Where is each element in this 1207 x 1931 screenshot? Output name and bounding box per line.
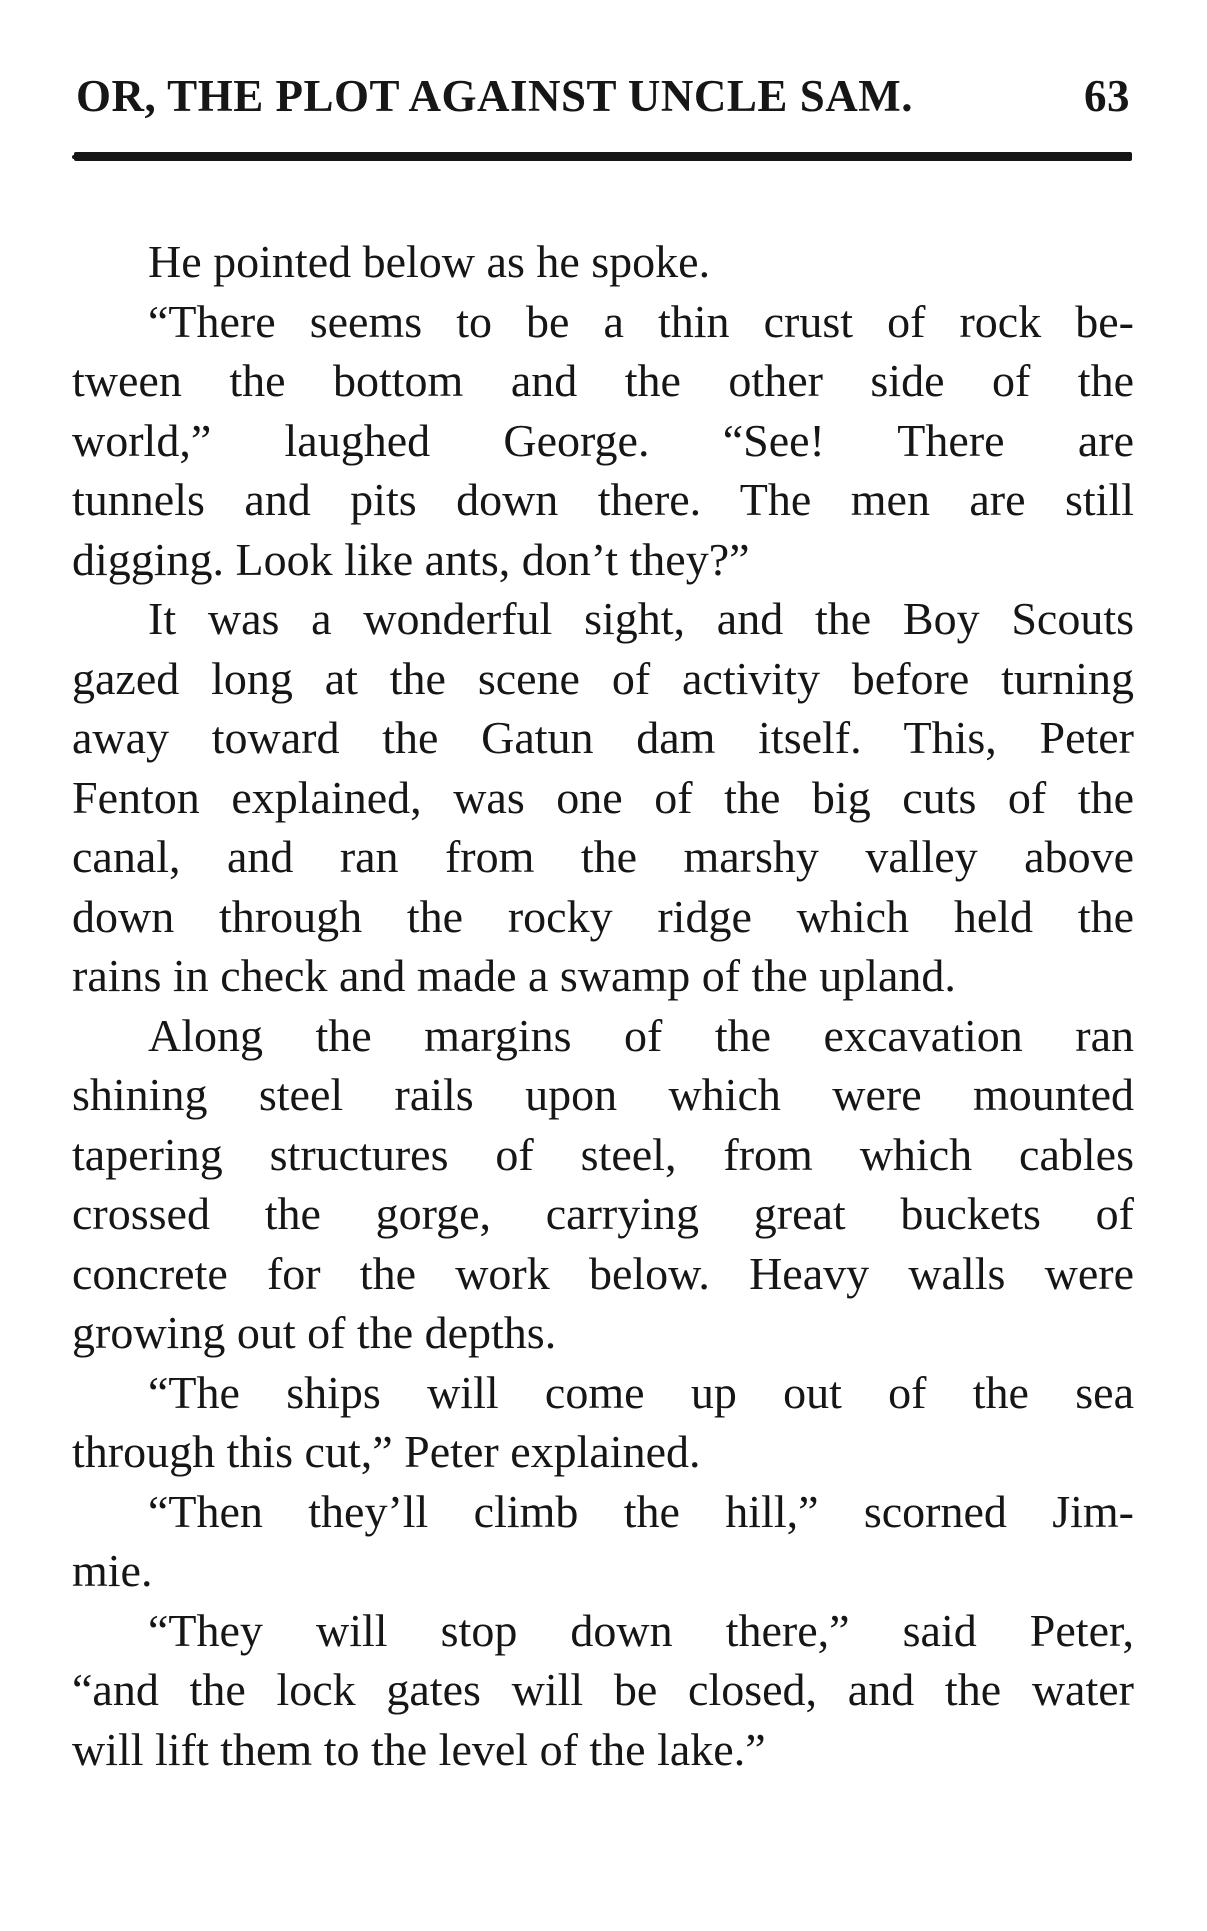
running-title: OR, THE PLOT AGAINST UNCLE SAM. — [76, 71, 913, 121]
text-line: tunnels and pits down there. The men are still — [72, 474, 1134, 525]
text-line: away toward the Gatun dam itself. This, Peter — [72, 712, 1134, 763]
text-line: Along the margins of the excavation ran — [148, 1009, 1134, 1061]
body-text — [72, 232, 1134, 1779]
text-line: concrete for the work below. Heavy walls were — [72, 1247, 1134, 1299]
page-number: 63 — [1084, 71, 1130, 121]
text-line: growing out of the depths. — [72, 1307, 557, 1358]
text-line: Fenton explained, was one of the big cuts of the — [72, 771, 1134, 823]
text-line: crossed the gorge, carrying great buckets of — [72, 1188, 1134, 1239]
text-line: “The ships will come up out of the sea — [148, 1366, 1134, 1418]
text-line: will lift them to the level of the lake.” — [72, 1723, 766, 1775]
text-line: rains in check and made a swamp of the upland. — [72, 950, 956, 1001]
text-line: “There seems to be a thin crust of rock be- — [148, 295, 1134, 347]
text-line: “Then they’ll climb the hill,” scorned Jim- — [148, 1485, 1134, 1537]
running-head — [76, 66, 1130, 126]
text-line: digging. Look like ants, don’t they?” — [72, 533, 750, 585]
text-line: gazed long at the scene of activity before turning — [72, 652, 1134, 704]
header-rule — [74, 152, 1132, 161]
text-line: He pointed below as he spoke. — [148, 236, 711, 287]
text-line: world,” laughed George. “See! There are — [72, 414, 1134, 466]
text-line: through this cut,” Peter explained. — [72, 1426, 701, 1477]
text-line: “and the lock gates will be closed, and the water — [72, 1664, 1134, 1715]
text-line: mie. — [72, 1545, 153, 1596]
text-line: canal, and ran from the marshy valley above — [72, 831, 1134, 882]
text-line: tapering structures of steel, from which cables — [72, 1128, 1134, 1180]
text-line: down through the rocky ridge which held the — [72, 890, 1134, 942]
text-line: shining steel rails upon which were mounted — [72, 1069, 1134, 1120]
text-line: “They will stop down there,” said Peter, — [148, 1604, 1134, 1656]
text-line: tween the bottom and the other side of the — [72, 355, 1134, 406]
text-line: It was a wonderful sight, and the Boy Scouts — [148, 593, 1134, 644]
